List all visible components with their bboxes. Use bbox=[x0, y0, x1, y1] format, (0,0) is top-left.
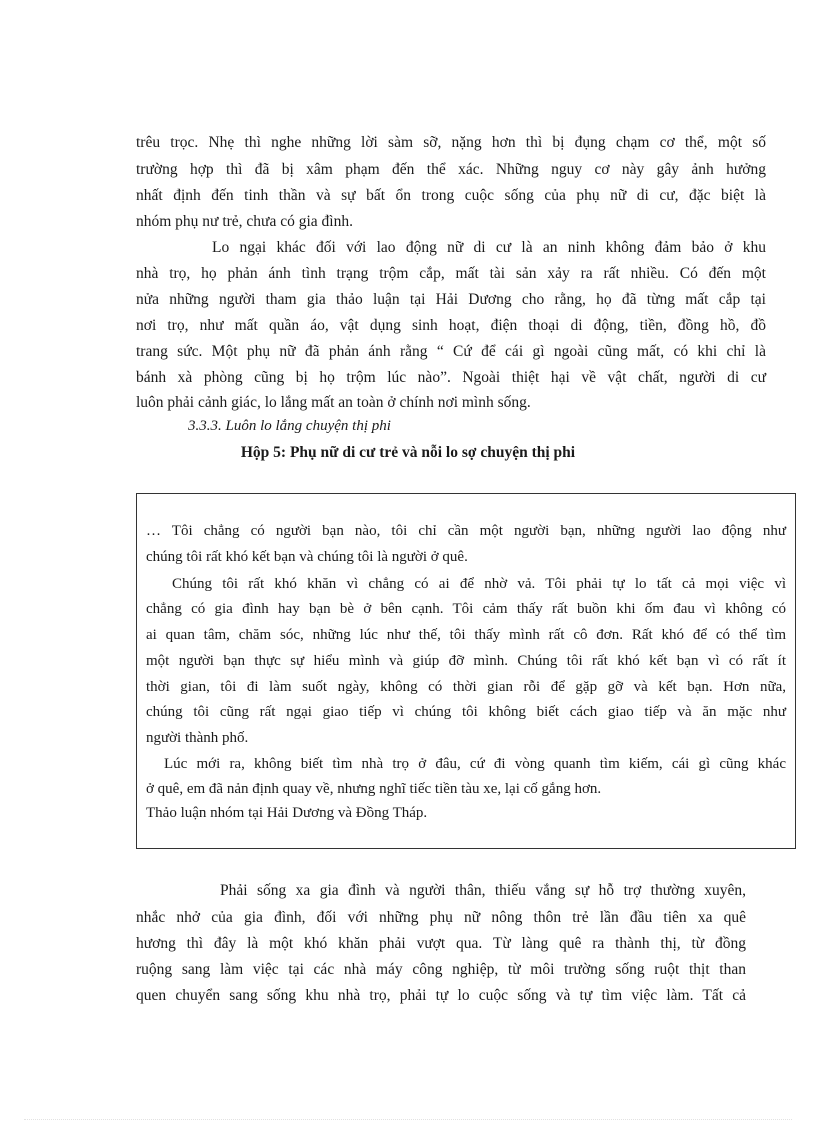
text-line: quen chuyển sang sống khu nhà trọ, phải tự lo cuộc sống và tự tìm việc làm. Tất cả bbox=[136, 987, 746, 1004]
section-heading: 3.3.3. Luôn lo lắng chuyện thị phi bbox=[188, 418, 391, 434]
text-line: Lo ngại khác đối với lao động nữ di cư là an ninh không đảm bảo ở khu bbox=[212, 239, 766, 256]
text-line: nhóm phụ nư trẻ, chưa có gia đình. bbox=[136, 213, 353, 230]
page-bottom-rule bbox=[24, 1119, 792, 1120]
box-title: Hộp 5: Phụ nữ di cư trẻ và nỗi lo sợ chuyện thị phi bbox=[240, 444, 576, 461]
box-line: Lúc mới ra, không biết tìm nhà trọ ở đâu, cứ đi vòng quanh tìm kiếm, cái gì cũng khác bbox=[164, 756, 786, 772]
text-line: trường hợp thì đã bị xâm phạm đến thể xác. Những nguy cơ này gây ảnh hưởng bbox=[136, 161, 766, 178]
text-line: nơi trọ, như mất quần áo, vật dụng sinh hoạt, điện thoại di động, tiền, đồng hồ, đồ bbox=[136, 317, 766, 334]
text-line: bánh xà phòng cũng bị họ trộm lúc nào”. Ngoài thiệt hại về vật chất, người di cư bbox=[136, 369, 766, 386]
text-line: hương thì đây là một khó khăn phải vượt qua. Từ làng quê ra thành thị, từ đồng bbox=[136, 935, 746, 952]
text-line: ruộng sang làm việc tại các nhà máy công nghiệp, từ môi trường sống ruột thịt than bbox=[136, 961, 746, 978]
box-line: chúng tôi cũng rất ngại giao tiếp vì chúng tôi không biết cách giao tiếp và ăn mặc như bbox=[146, 704, 786, 720]
box-line: … Tôi chẳng có người bạn nào, tôi chỉ cần một người bạn, những người lao động như bbox=[146, 523, 786, 539]
text-line: nhắc nhở của gia đình, đối với những phụ nữ nông thôn trẻ lần đầu tiên xa quê bbox=[136, 909, 746, 926]
box-line: ở quê, em đã nản định quay về, nhưng nghĩ tiếc tiền tàu xe, lại cố gắng hơn. bbox=[146, 781, 602, 797]
box-source: Thảo luận nhóm tại Hải Dương và Đồng Tháp. bbox=[146, 805, 428, 821]
quote-box bbox=[136, 493, 796, 849]
box-line: Chúng tôi rất khó khăn vì chẳng có ai để nhờ vả. Tôi phải tự lo tất cả mọi việc vì bbox=[172, 576, 786, 592]
box-line: thời gian, tôi đi làm suốt ngày, không có thời gian rỗi để gặp gỡ và kết bạn. Hơn nữa, bbox=[146, 679, 786, 695]
text-line: nhà trọ, họ phản ánh tình trạng trộm cắp, mất tài sản xảy ra rất nhiều. Có đến một bbox=[136, 265, 766, 282]
text-line: Phải sống xa gia đình và người thân, thiếu vắng sự hỗ trợ thường xuyên, bbox=[220, 882, 746, 899]
box-line: chẳng có gia đình hay bạn bè ở bên cạnh. Tôi cảm thấy rất buồn khi ốm đau vì không có bbox=[146, 601, 786, 617]
text-line: nửa những người tham gia thảo luận tại Hải Dương cho rằng, họ đã từng mất cắp tại bbox=[136, 291, 766, 308]
text-line: luôn phải cảnh giác, lo lắng mất an toàn ở chính nơi mình sống. bbox=[136, 394, 531, 411]
text-line: nhất định đến tinh thần và sự bất ổn trong cuộc sống của phụ nữ di cư, đặc biệt là bbox=[136, 187, 766, 204]
box-line: một người bạn thực sự hiểu mình và giúp đỡ mình. Chúng tôi rất khó kết bạn vì có rất ít bbox=[146, 653, 786, 669]
text-line: trang sức. Một phụ nữ đã phản ánh rằng “ Cứ để cái gì ngoài cũng mất, có khi chỉ là bbox=[136, 343, 766, 360]
box-line: người thành phố. bbox=[146, 730, 249, 746]
text-line: trêu trọc. Nhẹ thì nghe những lời sàm sỡ, nặng hơn thì bị đụng chạm cơ thể, một số bbox=[136, 134, 766, 151]
box-line: ai quan tâm, chăm sóc, những lúc như thế, tôi thấy mình rất cô đơn. Rất khó để có thể tìm bbox=[146, 627, 786, 643]
box-line: chúng tôi rất khó kết bạn và chúng tôi là người ở quê. bbox=[146, 549, 468, 565]
